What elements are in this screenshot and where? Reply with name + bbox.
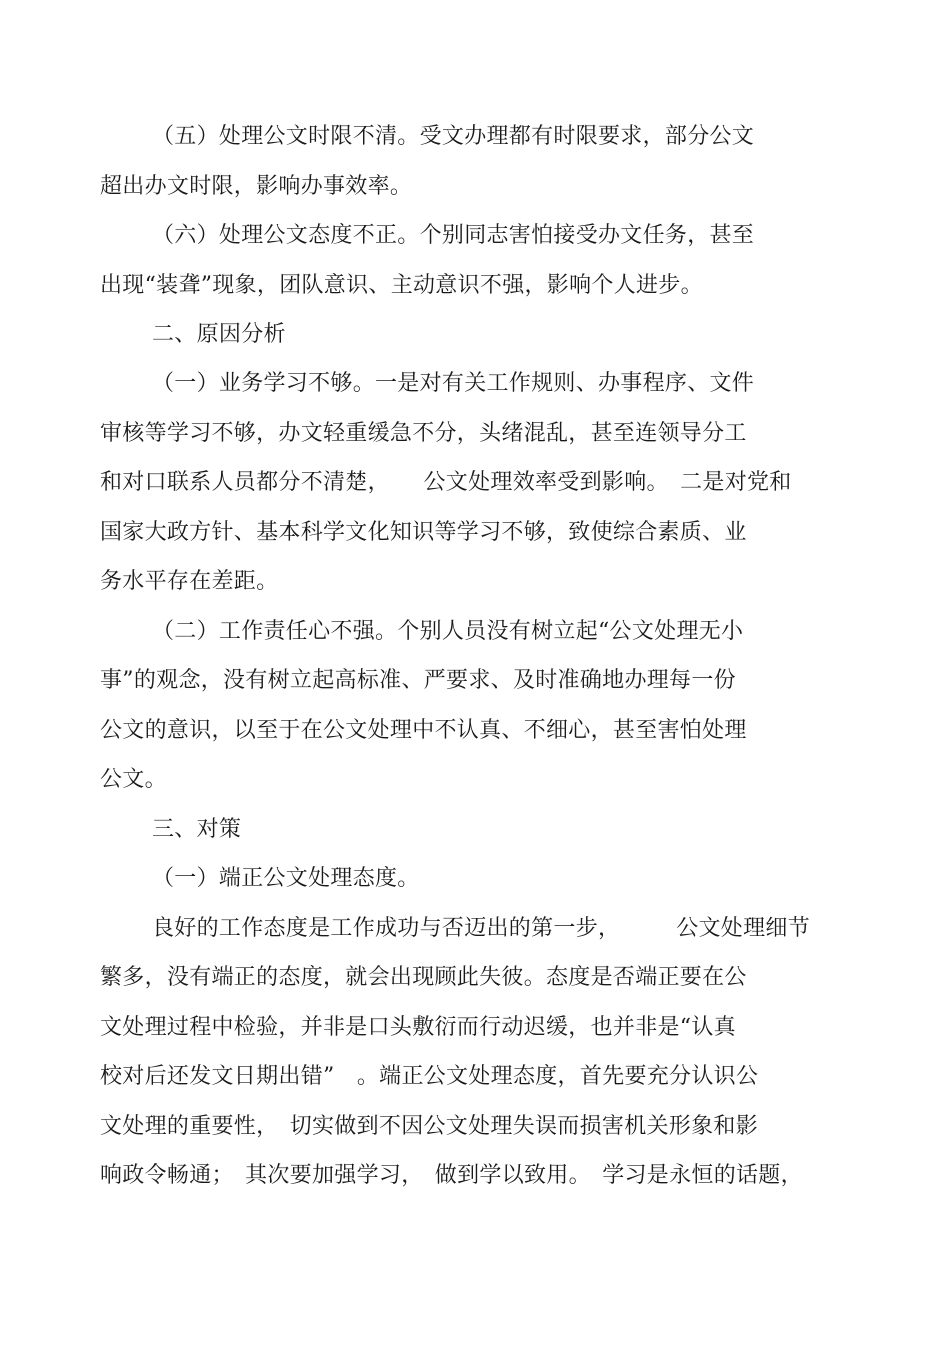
text-line: 事”的观念，没有树立起高标准、严要求、及时准确地办理每一份 — [100, 668, 736, 693]
subsection-heading: （一）端正公文处理态度。 — [152, 866, 420, 891]
text-line: 良好的工作态度是工作成功与否迈出的第一步， 公文处理细节 — [152, 916, 811, 941]
text-line: 文处理过程中检验，并非是口头敷衍而行动迟缓，也并非是“认真 — [100, 1015, 736, 1040]
text-line: 公文的意识，以至于在公文处理中不认真、不细心，甚至害怕处理 — [100, 718, 747, 743]
text-line: 审核等学习不够，办文轻重缓急不分，头绪混乱，甚至连领导分工 — [100, 421, 747, 446]
text-line: （二）工作责任心不强。个别人员没有树立起“公文处理无小 — [152, 619, 744, 644]
text-line: 务水平存在差距。 — [100, 569, 279, 594]
text-line: 公文。 — [100, 767, 167, 792]
text-line: 和对口联系人员都分不清楚， 公文处理效率受到影响。 二是对党和 — [100, 470, 792, 495]
text-line: 文处理的重要性， 切实做到不因公文处理失误而损害机关形象和影 — [100, 1114, 759, 1139]
text-line: （五）处理公文时限不清。受文办理都有时限要求，部分公文 — [152, 124, 755, 149]
section-heading: 二、原因分析 — [152, 322, 286, 347]
text-line: 响政令畅通； 其次要加强学习， 做到学以致用。 学习是永恒的话题， — [100, 1163, 803, 1188]
text-line: 出现“装聋”现象，团队意识、主动意识不强，影响个人进步。 — [100, 273, 703, 298]
text-line: （六）处理公文态度不正。个别同志害怕接受办文任务，甚至 — [152, 223, 755, 248]
text-line: 国家大政方针、基本科学文化知识等学习不够，致使综合素质、业 — [100, 520, 747, 545]
text-line: 校对后还发文日期出错” 。端正公文处理态度，首先要充分认识公 — [100, 1064, 759, 1089]
text-line: 超出办文时限，影响办事效率。 — [100, 174, 413, 199]
text-line: （一）业务学习不够。一是对有关工作规则、办事程序、文件 — [152, 371, 755, 396]
text-line: 繁多，没有端正的态度，就会出现顾此失彼。态度是否端正要在公 — [100, 965, 747, 990]
section-heading: 三、对策 — [152, 817, 242, 842]
